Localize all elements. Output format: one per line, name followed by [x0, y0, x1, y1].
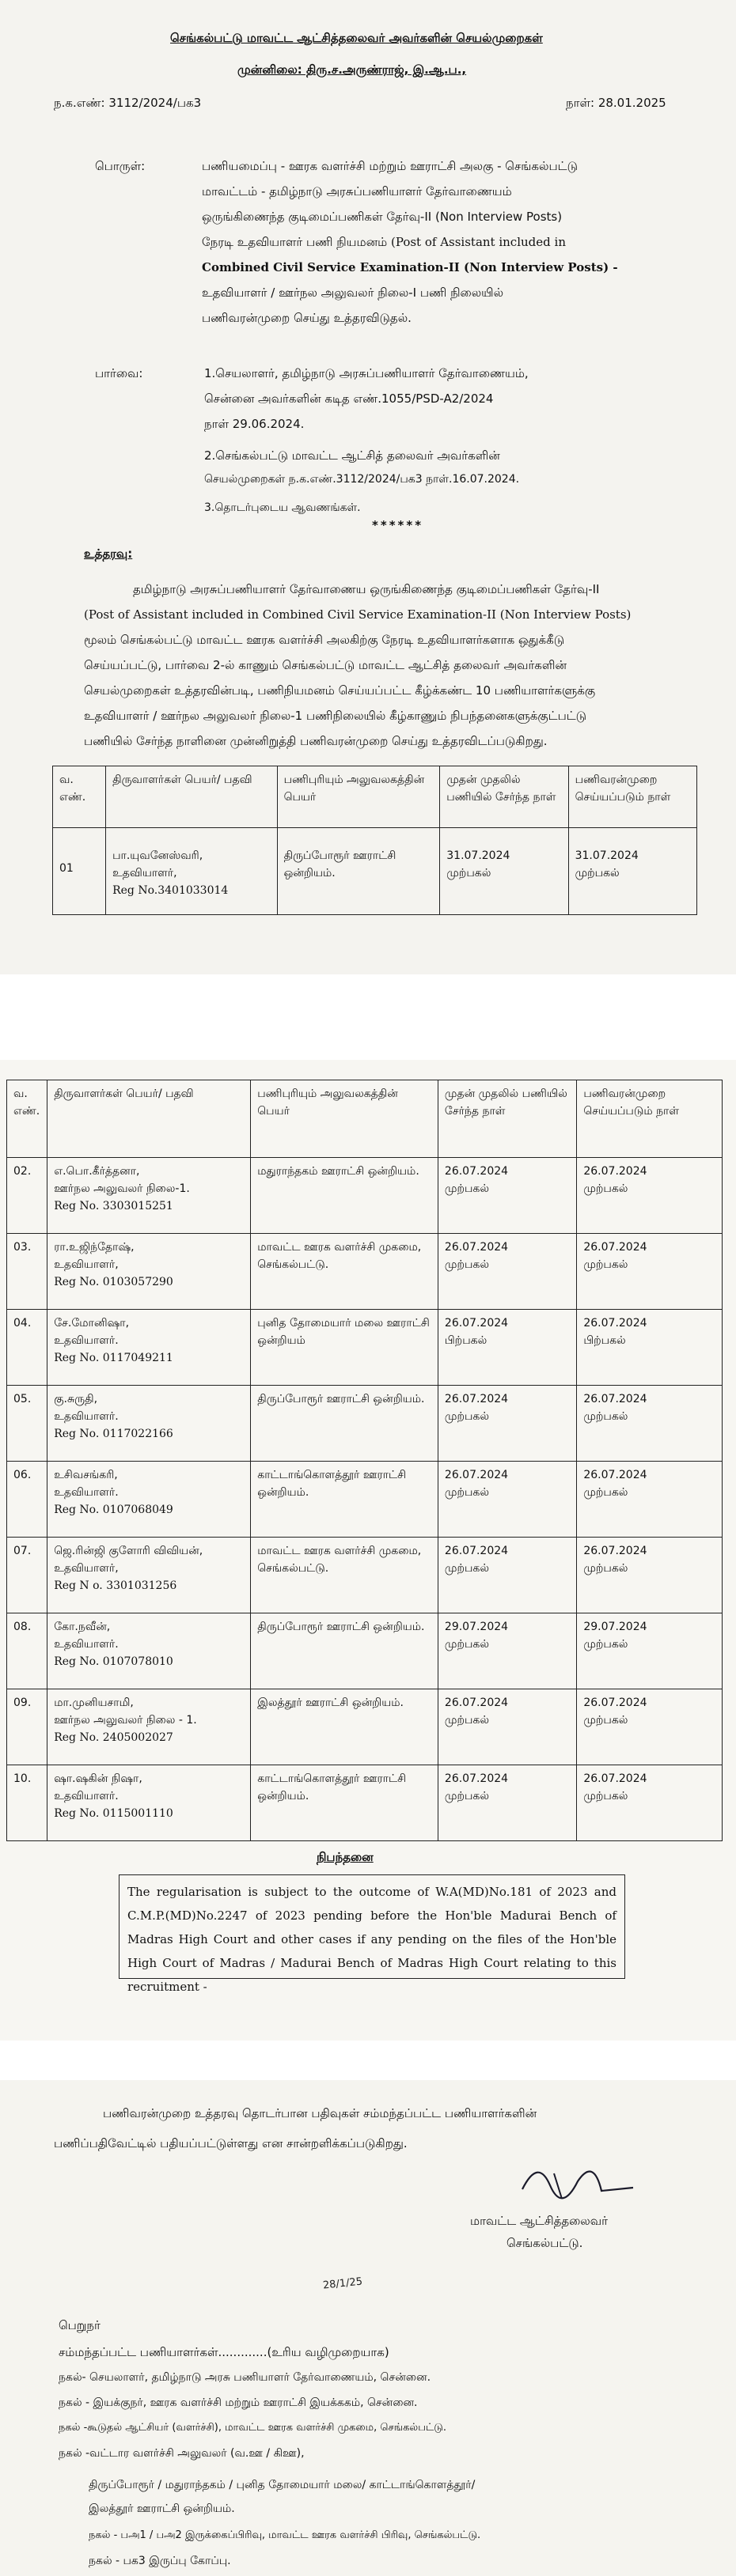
row-sno: 09. — [7, 1689, 47, 1765]
row-reg-date-cell — [577, 1386, 723, 1462]
row-reg-date-cell — [577, 1462, 723, 1538]
row-reg: Reg No. 0117022166 — [54, 1428, 173, 1440]
row-joined-session: முற்பகல் — [446, 867, 491, 879]
row-name-cell — [106, 828, 277, 915]
row-office: இலத்தூர் ஊராட்சி ஒன்றியம். — [251, 1689, 438, 1765]
row-joined: 26.07.2024 — [444, 1772, 509, 1785]
row-reg-session: முற்பகல் — [583, 1714, 628, 1727]
table-header-row — [53, 766, 697, 828]
subject-line: மாவட்டம் - தமிழ்நாடு அரசுப்பணியாளர் தேர்வாணையம் — [202, 184, 512, 199]
row-joined-cell — [438, 1765, 576, 1841]
reference-line: 2.செங்கல்பட்டு மாவட்ட ஆட்சித் தலைவர் அவர்களின் — [204, 448, 500, 463]
row-reg-date: 26.07.2024 — [583, 1545, 647, 1557]
subject-line: பணிவரன்முறை செய்து உத்தரவிடுதல். — [202, 311, 412, 325]
header-joined: முதன் முதலில் பணியில் சேர்ந்த நாள் — [438, 1080, 576, 1158]
row-reg: Reg No. 3303015251 — [54, 1200, 173, 1212]
document-title: செங்கல்பட்டு மாவட்ட ஆட்சித்தலைவர் அவர்களின் செயல்முறைகள் — [170, 31, 543, 45]
row-reg-date: 31.07.2024 — [575, 849, 639, 862]
recipient-line: நகல் -வட்டார வளர்ச்சி அலுவலர் (வ.ஊ / கிஊ), — [59, 2447, 305, 2460]
row-sno: 05. — [7, 1386, 47, 1462]
row-joined: 26.07.2024 — [444, 1165, 509, 1178]
row-sno: 01 — [53, 828, 106, 915]
row-joined-session: முற்பகல் — [444, 1790, 489, 1802]
document-page-2 — [0, 1060, 736, 2041]
row-joined: 31.07.2024 — [446, 849, 510, 862]
subject-label: பொருள்: — [95, 159, 146, 173]
row-office: மாவட்ட ஊரக வளர்ச்சி முகமை, செங்கல்பட்டு. — [251, 1234, 438, 1310]
row-reg-session: முற்பகல் — [583, 1410, 628, 1423]
row-name-cell — [47, 1386, 251, 1462]
row-sno: 08. — [7, 1613, 47, 1689]
row-joined-cell — [438, 1613, 576, 1689]
row-office: காட்டாங்கொளத்தூர் ஊராட்சி ஒன்றியம். — [251, 1462, 438, 1538]
row-post: உதவியாளர். — [54, 1410, 119, 1423]
recipients-label: பெறுநர் — [59, 2318, 101, 2332]
condition-note: The regularisation is subject to the outcome of W.A(MD)No.181 of 2023 and C.M.P.(MD)No.2247 of 2023 pending before the Hon'ble Madurai Bench of Madras High Court and other cases if any pending on the files of the Hon'ble High Court of Madras / Madurai Bench of Madras High Court relating to this recruitment - — [119, 1874, 625, 1979]
document-subtitle: முன்னிலை: திரு.ச.அருண்ராஜ், இ.ஆ.ப., — [237, 62, 467, 77]
row-joined-cell — [438, 1310, 576, 1386]
row-name-cell — [47, 1158, 251, 1234]
row-office: புனித தோமையார் மலை ஊராட்சி ஒன்றியம் — [251, 1310, 438, 1386]
row-reg: Reg N o. 3301031256 — [54, 1579, 177, 1592]
reference-line: செயல்முறைகள் ந.க.எண்.3112/2024/பக3 நாள்.16.07.2024. — [204, 473, 520, 486]
row-name: ரா.உஜிந்தோஷ், — [54, 1241, 135, 1254]
staff-table-page2 — [6, 1080, 723, 1841]
closing-line: பணிவரன்முறை உத்தரவு தொடர்பான பதிவுகள் சம்மந்தப்பட்ட பணியாளர்களின் — [103, 2106, 537, 2120]
row-sno: 03. — [7, 1234, 47, 1310]
order-line: பணியில் சேர்ந்த நாளினை முன்னிறுத்தி பணிவரன்முறை செய்து உத்தரவிடப்படுகிறது. — [84, 734, 548, 748]
table-row — [7, 1765, 723, 1841]
copy-line: நகல் - பஅ1 / பஅ2 இருக்கைப்பிரிவு, மாவட்ட ஊரக வளர்ச்சி பிரிவு, செங்கல்பட்டு. — [89, 2529, 481, 2541]
row-joined: 26.07.2024 — [444, 1241, 509, 1254]
header-name: திருவாளர்கள் பெயர்/ பதவி — [47, 1080, 251, 1158]
document-page-1 — [0, 0, 736, 974]
row-sno: 02. — [7, 1158, 47, 1234]
row-reg-date: 26.07.2024 — [583, 1469, 647, 1481]
row-name: எ.பொ.கீர்த்தனா, — [54, 1165, 140, 1178]
row-reg-date: 26.07.2024 — [583, 1697, 647, 1709]
row-reg: Reg No.340103301​4 — [112, 884, 229, 897]
row-name-cell — [47, 1538, 251, 1613]
header-office: பணிபுரியும் அலுவலகத்தின் பெயர் — [277, 766, 440, 828]
recipient-line: நகல் -கூடுதல் ஆட்சியர் (வளர்ச்சி), மாவட்ட ஊரக வளர்ச்சி முகமை, செங்கல்பட்டு. — [59, 2422, 446, 2434]
row-name: ஷா.ஷகின் நிஷா, — [54, 1772, 142, 1785]
recipient-line: சம்மந்தப்பட்ட பணியாளர்கள்.............(உரிய வழிமுறையாக) — [59, 2345, 389, 2359]
row-post: உதவியாளர், — [54, 1562, 119, 1575]
table-row — [7, 1538, 723, 1613]
row-name: சே.மோனிஷா, — [54, 1317, 130, 1330]
subject-line: நேரடி உதவியாளர் பணி நியமனம் (Post of Assistant included in — [202, 235, 566, 249]
row-post: உதவியாளர், — [54, 1258, 119, 1271]
order-line: செயல்முறைகள் உத்தரவின்படி, பணிநியமனம் செய்யப்பட்ட கீழ்க்கண்ட 10 பணியாளர்களுக்கு — [84, 683, 596, 698]
row-reg: Reg No. 0107078010 — [54, 1655, 173, 1668]
row-sno: 10. — [7, 1765, 47, 1841]
row-post: ஊர்நல அலுவலர் நிலை - 1. — [54, 1714, 197, 1727]
row-joined-session: முற்பகல் — [444, 1562, 489, 1575]
header-sno: வ. எண். — [53, 766, 106, 828]
row-office: திருப்போரூர் ஊராட்சி ஒன்றியம். — [277, 828, 440, 915]
row-joined-cell — [440, 828, 568, 915]
row-post: உதவியாளர், — [112, 867, 177, 879]
table-header-row — [7, 1080, 723, 1158]
row-joined: 26.07.2024 — [444, 1697, 509, 1709]
order-line: தமிழ்நாடு அரசுப்பணியாளர் தேர்வாணைய ஒருங்கிணைந்த குடிமைப்பணிகள் தேர்வு-II — [133, 582, 600, 596]
copy-line: நகல் - பக3 இருப்பு கோப்பு. — [89, 2555, 231, 2567]
separator-stars: ****** — [372, 518, 424, 532]
table-row — [7, 1158, 723, 1234]
row-post: உதவியாளர். — [54, 1486, 119, 1499]
reference-line: நாள் 29.06.2024. — [204, 417, 305, 431]
row-joined-cell — [438, 1386, 576, 1462]
table-row — [7, 1613, 723, 1689]
document-page-3 — [0, 2080, 736, 2576]
row-reg-session: முற்பகல் — [583, 1562, 628, 1575]
row-reg-session: முற்பகல் — [583, 1790, 628, 1802]
row-reg: Reg No. 0103057290 — [54, 1276, 173, 1288]
signatory-place: செங்கல்பட்டு. — [506, 2236, 583, 2250]
row-office: திருப்போரூர் ஊராட்சி ஒன்றியம். — [251, 1613, 438, 1689]
row-joined-session: முற்பகல் — [444, 1714, 489, 1727]
header-joined: முதன் முதலில் பணியில் சேர்ந்த நாள் — [440, 766, 568, 828]
row-reg-date: 26.07.2024 — [583, 1772, 647, 1785]
row-office: திருப்போரூர் ஊராட்சி ஒன்றியம். — [251, 1386, 438, 1462]
row-name-cell — [47, 1462, 251, 1538]
row-name-cell — [47, 1689, 251, 1765]
row-joined: 29.07.2024 — [444, 1621, 509, 1633]
row-reg-session: பிற்பகல் — [583, 1334, 626, 1347]
document-date: நாள்: 28.01.2025 — [566, 96, 666, 110]
row-reg: Reg No. 0115001110 — [54, 1807, 173, 1820]
row-reg-date-cell — [577, 1765, 723, 1841]
row-joined-cell — [438, 1158, 576, 1234]
row-reg-session: முற்பகல் — [583, 1258, 628, 1271]
row-reg-date-cell — [577, 1310, 723, 1386]
row-sno: 06. — [7, 1462, 47, 1538]
row-name: பா.யுவனேஸ்வரி, — [112, 849, 203, 862]
bdo-list: திருப்போரூர் / மதுராந்தகம் / புனித தோமையார் மலை/ காட்டாங்கொளத்தூர்/ — [89, 2479, 476, 2491]
row-name: மா.முனியசாமி, — [54, 1697, 134, 1709]
row-joined-cell — [438, 1462, 576, 1538]
table-row — [7, 1386, 723, 1462]
condition-heading: நிபந்தனை — [317, 1850, 374, 1864]
row-office: காட்டாங்கொளத்தூர் ஊராட்சி ஒன்றியம். — [251, 1765, 438, 1841]
table-row — [7, 1234, 723, 1310]
subject-line: பணியமைப்பு - ஊரக வளர்ச்சி மற்றும் ஊராட்சி அலகு - செங்கல்பட்டு — [202, 159, 578, 173]
row-joined-session: முற்பகல் — [444, 1410, 489, 1423]
table-row — [53, 828, 697, 915]
subject-line: Combined Civil Service Examination-II (Non Interview Posts) - — [202, 260, 618, 274]
subject-line: உதவியாளர் / ஊர்நல அலுவலர் நிலை-I பணி நிலையில் — [202, 286, 504, 300]
row-post: உதவியாளர். — [54, 1334, 119, 1347]
header-office: பணிபுரியும் அலுவலகத்தின் பெயர் — [251, 1080, 438, 1158]
subject-line: ஒருங்கிணைந்த குடிமைப்பணிகள் தேர்வு-II (Non Interview Posts) — [202, 210, 563, 224]
row-reg-date-cell — [577, 1538, 723, 1613]
closing-line: பணிப்பதிவேட்டில் பதியப்பட்டுள்ளது என சான்றளிக்கப்படுகிறது. — [54, 2136, 408, 2150]
row-name-cell — [47, 1613, 251, 1689]
row-joined-session: முற்பகல் — [444, 1182, 489, 1195]
reference-label: பார்வை: — [95, 366, 143, 380]
table-row — [7, 1462, 723, 1538]
row-joined-session: முற்பகல் — [444, 1486, 489, 1499]
row-sno: 04. — [7, 1310, 47, 1386]
row-name: கு.சுருதி, — [54, 1393, 98, 1405]
row-office: மதுராந்தகம் ஊராட்சி ஒன்றியம். — [251, 1158, 438, 1234]
order-line: (Post of Assistant included in Combined Civil Service Examination-II (Non Interview Posts) — [84, 607, 632, 622]
row-name: உசிவசங்கரி, — [54, 1469, 118, 1481]
table-row — [7, 1310, 723, 1386]
row-post: உதவியாளர். — [54, 1790, 119, 1802]
row-joined-cell — [438, 1234, 576, 1310]
row-joined: 26.07.2024 — [444, 1545, 509, 1557]
row-joined: 26.07.2024 — [444, 1469, 509, 1481]
signature-mark — [506, 2150, 665, 2213]
row-office: மாவட்ட ஊரக வளர்ச்சி முகமை, செங்கல்பட்டு. — [251, 1538, 438, 1613]
row-reg-date: 26.07.2024 — [583, 1165, 647, 1178]
header-sno: வ. எண். — [7, 1080, 47, 1158]
row-name: கோ.நவீன், — [54, 1621, 111, 1633]
row-name-cell — [47, 1234, 251, 1310]
row-reg-session: முற்பகல் — [575, 867, 620, 879]
reference-line: சென்னை அவர்களின் கடித எண்.1055/PSD-A2/2024 — [204, 392, 494, 406]
reference-line: 3.தொடர்புடைய ஆவணங்கள். — [204, 501, 361, 514]
file-number: ந.க.எண்: 3112/2024/பக3 — [54, 96, 202, 110]
row-reg-date-cell — [577, 1234, 723, 1310]
row-reg-date: 29.07.2024 — [583, 1621, 647, 1633]
row-joined: 26.07.2024 — [444, 1393, 509, 1405]
order-line: மூலம் செங்கல்பட்டு மாவட்ட ஊரக வளர்ச்சி அலகிற்கு நேரடி உதவியாளர்களாக ஒதுக்கீடு — [84, 633, 565, 647]
row-joined-session: முற்பகல் — [444, 1258, 489, 1271]
row-post: உதவியாளர். — [54, 1638, 119, 1651]
order-line: உதவியாளர் / ஊர்நல அலுவலர் நிலை-1 பணிநிலையில் கீழ்காணும் நிபந்தனைகளுக்குட்பட்டு — [84, 709, 587, 723]
row-joined-session: பிற்பகல் — [444, 1334, 488, 1347]
order-line: செய்யப்பட்டு, பார்வை 2-ல் காணும் செங்கல்பட்டு மாவட்ட ஆட்சித் தலைவர் அவர்களின் — [84, 658, 567, 672]
row-reg: Reg No. 0117049211 — [54, 1352, 173, 1364]
handwritten-date: 28/1/25 — [322, 2275, 363, 2292]
row-reg-date: 26.07.2024 — [583, 1317, 647, 1330]
row-post: ஊர்நல அலுவலர் நிலை-1. — [54, 1182, 190, 1195]
recipient-line: நகல்- செயலாளர், தமிழ்நாடு அரசு பணியாளர் தேர்வாணையம், சென்னை. — [59, 2371, 431, 2384]
header-regularised: பணிவரன்முறை செய்யப்படும் நாள் — [568, 766, 696, 828]
row-reg-date-cell — [577, 1613, 723, 1689]
row-reg-session: முற்பகல் — [583, 1486, 628, 1499]
header-name: திருவாளர்கள் பெயர்/ பதவி — [106, 766, 277, 828]
reference-line: 1.செயலாளர், தமிழ்நாடு அரசுப்பணியாளர் தேர்வாணையம், — [204, 366, 529, 380]
row-joined: 26.07.2024 — [444, 1317, 509, 1330]
order-label: உத்தரவு: — [84, 547, 133, 561]
row-reg-session: முற்பகல் — [583, 1182, 628, 1195]
row-joined-session: முற்பகல் — [444, 1638, 489, 1651]
row-reg-date-cell — [568, 828, 696, 915]
row-reg-date-cell — [577, 1158, 723, 1234]
recipient-line: நகல் - இயக்குநர், ஊரக வளர்ச்சி மற்றும் ஊராட்சி இயக்ககம், சென்னை. — [59, 2396, 418, 2409]
row-reg: Reg No. 2405002027 — [54, 1731, 173, 1744]
row-name: ஜெ.ரின்ஜி குளோரி விவியன், — [54, 1545, 203, 1557]
row-sno: 07. — [7, 1538, 47, 1613]
table-row — [7, 1689, 723, 1765]
row-reg-session: முற்பகல் — [583, 1638, 628, 1651]
row-reg-date-cell — [577, 1689, 723, 1765]
staff-table-page1 — [52, 766, 697, 915]
row-reg-date: 26.07.2024 — [583, 1393, 647, 1405]
row-joined-cell — [438, 1538, 576, 1613]
row-name-cell — [47, 1310, 251, 1386]
row-joined-cell — [438, 1689, 576, 1765]
row-reg-date: 26.07.2024 — [583, 1241, 647, 1254]
header-regularised: பணிவரன்முறை செய்யப்படும் நாள் — [577, 1080, 723, 1158]
row-reg: Reg No. 0107068049 — [54, 1504, 173, 1516]
row-name-cell — [47, 1765, 251, 1841]
bdo-list: இலத்தூர் ஊராட்சி ஒன்றியம். — [89, 2502, 235, 2515]
signatory-title: மாவட்ட ஆட்சித்தலைவர் — [470, 2214, 608, 2228]
